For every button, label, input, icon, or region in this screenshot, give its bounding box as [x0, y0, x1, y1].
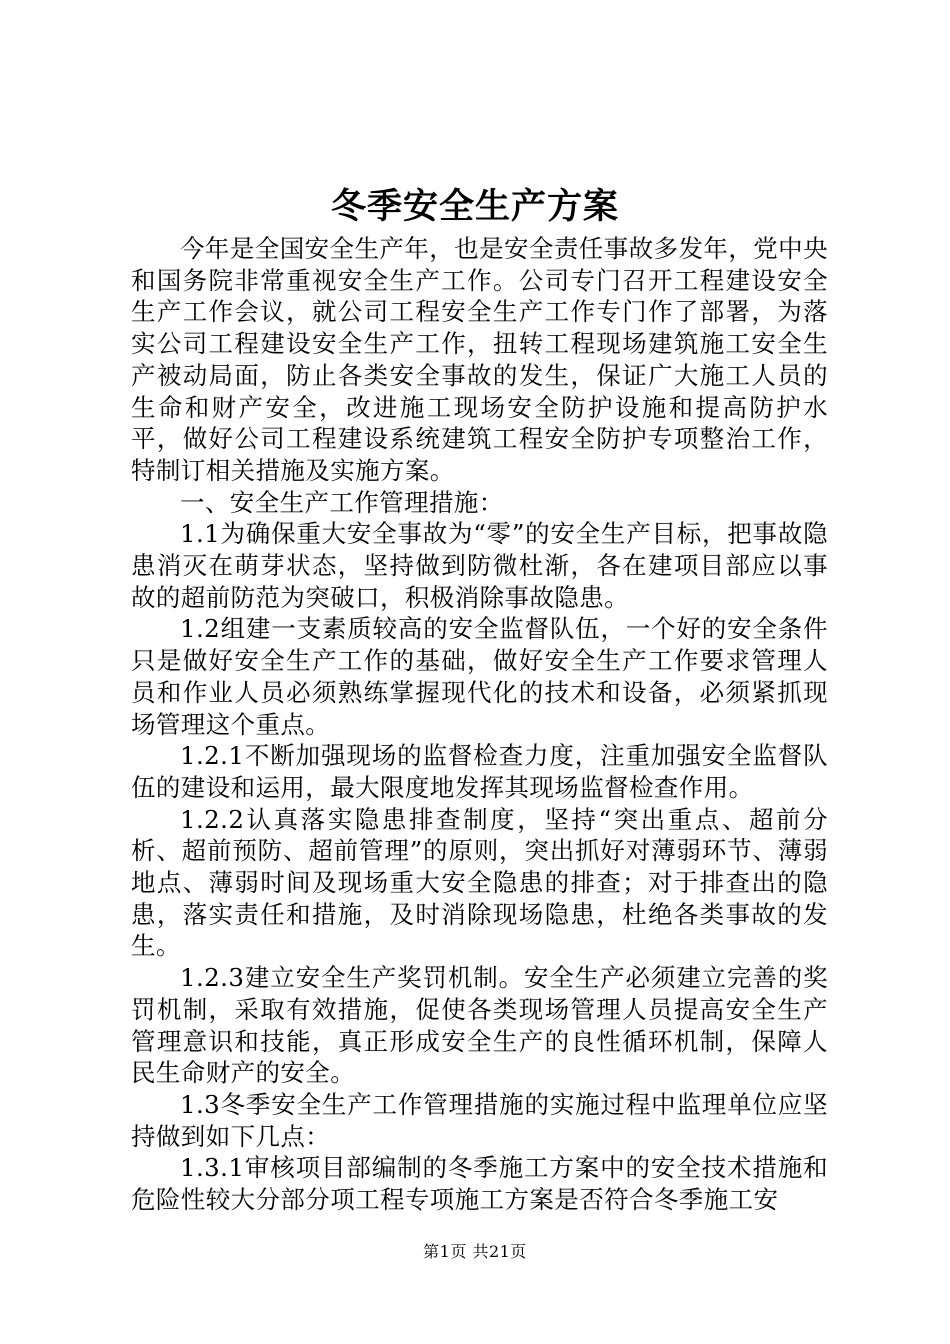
section-heading-1: 一、安全生产工作管理措施： [180, 487, 504, 517]
document-title: 冬季安全生产方案 [330, 186, 619, 227]
document-body [131, 233, 828, 1216]
paragraph-1-2-2: 1.2.2认真落实隐患排查制度，坚持“突出重点、超前分析、超前预防、超前管理”的原则，突出抓好对薄弱环节、薄弱地点、薄弱时间及现场重大安全隐患的排查；对于排查出的隐患，落实责任和措施，及时消除现场隐患，杜绝各类事故的发生。 [131, 804, 828, 961]
paragraph-1-1: 1.1为确保重大安全事故为“零”的安全生产目标，把事故隐患消灭在萌芽状态，坚持做到防微杜渐，各在建项目部应以事故的超前防范为突破口，积极消除事故隐患。 [131, 519, 828, 612]
paragraph-1-2-1: 1.2.1不断加强现场的监督检查力度，注重加强安全监督队伍的建设和运用，最大限度地发挥其现场监督检查作用。 [131, 741, 828, 802]
paragraph-1-3: 1.3冬季安全生产工作管理措施的实施过程中监理单位应坚持做到如下几点： [131, 1089, 828, 1151]
paragraph-intro: 今年是全国安全生产年，也是安全责任事故多发年，党中央和国务院非常重视安全生产工作。公司专门召开工程建设安全生产工作会议，就公司工程安全生产工作专门作了部署，为落实公司工程建设安全生产工作，扭转工程现场建筑施工安全生产被动局面，防止各类安全事故的发生，保证广大施工人员的生命和财产安全，改进施工现场安全防护设施和提高防护水平，做好公司工程建设系统建筑工程安全防护专项整治工作，特制订相关措施及实施方案。 [131, 234, 828, 485]
paragraph-1-3-1: 1.3.1审核项目部编制的冬季施工方案中的安全技术措施和危险性较大分部分项工程专项施工方案是否符合冬季施工安 [131, 1153, 828, 1215]
page-number-footer: 第1页 共21页 [423, 1242, 527, 1261]
paragraph-1-2-3: 1.2.3建立安全生产奖罚机制。安全生产必须建立完善的奖罚机制，采取有效措施，促使各类现场管理人员提高安全生产管理意识和技能，真正形成安全生产的良性循环机制，保障人民生命财产的安全。 [131, 963, 828, 1088]
paragraph-1-2: 1.2组建一支素质较高的安全监督队伍，一个好的安全条件只是做好安全生产工作的基础，做好安全生产工作要求管理人员和作业人员必须熟练掌握现代化的技术和设备，必须紧抓现场管理这个重点。 [131, 614, 828, 739]
